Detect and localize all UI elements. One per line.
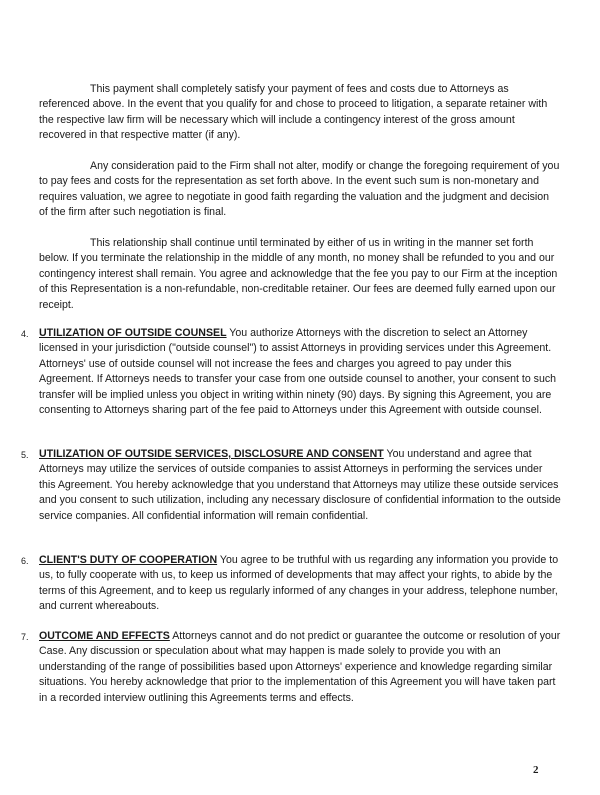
section-heading: UTILIZATION OF OUTSIDE COUNSEL <box>39 327 227 339</box>
section-number: 7. <box>21 632 29 642</box>
section-body <box>39 629 561 706</box>
section-heading: UTILIZATION OF OUTSIDE SERVICES, DISCLOSURE AND CONSENT <box>39 448 384 460</box>
section-text: Attorneys cannot and do not predict or guarantee the outcome or resolution of your Case. Any discussion or speculation about what may happen is made solely to provide you with an understanding of the range of possibilities based upon Attorneys' experience and knowledge regarding similar situations. You hereby acknowledge that prior to the implementation of this Agreement you will have taken part in a recorded interview outlining this Agreements terms and effects. <box>39 630 561 704</box>
section-number: 6. <box>21 556 29 566</box>
section-body <box>39 553 561 615</box>
paragraph-payment <box>39 82 560 144</box>
section-body <box>39 447 561 524</box>
section-duty-of-cooperation <box>21 553 561 615</box>
section-number: 5. <box>21 450 29 460</box>
section-text: You agree to be truthful with us regarding any information you provide to us, to fully cooperate with us, to keep us informed of developments that may affect your rights, to abide by the terms of this Agreement, and to keep us regularly informed of any changes in your address, telephone number, and current whereabouts. <box>39 554 559 613</box>
section-number: 4. <box>21 329 29 339</box>
section-text: You understand and agree that Attorneys may utilize the services of outside companies to assist Attorneys in performing the services under this Agreement. You hereby acknowledge that you understand that Attorneys may utilize these outside services and you consent to such utilization, including any necessary disclosure of confidential information to the outside service companies. All confidential information will remain confidential. <box>39 448 561 522</box>
paragraph-relationship <box>39 236 560 313</box>
page-number: 2 <box>533 764 539 776</box>
section-outside-services <box>21 447 561 524</box>
paragraph-text: This payment shall completely satisfy your payment of fees and costs due to Attorneys as referenced above. In the event that you qualify for and chose to proceed to litigation, a separate retainer with the respective law firm will be necessary which will include a contingency interest of the gross amount recovered in that respective matter (if any). <box>39 83 548 142</box>
section-text: You authorize Attorneys with the discretion to select an Attorney licensed in your jurisdiction ("outside counsel") to assist Attorneys in providing services under this Agreement. Attorneys' use of outside counsel will not increase the fees and charges you agreed to pay under this Agreement. If Attorneys needs to transfer your case from one outside counsel to another, your consent to such transfer will be implied unless you object in writing within ninety (90) days. By signing this Agreement, you are consenting to Attorneys sharing part of the fee paid to Attorneys under this Agreement with outside counsel. <box>39 327 557 417</box>
paragraph-consideration <box>39 159 560 221</box>
section-body <box>39 326 561 418</box>
section-heading: OUTCOME AND EFFECTS <box>39 630 170 642</box>
section-outcome-and-effects <box>21 629 561 706</box>
section-outside-counsel <box>21 326 561 418</box>
paragraph-text: Any consideration paid to the Firm shall not alter, modify or change the foregoing requirement of you to pay fees and costs for the representation as set forth above. In the event such sum is non-monetary and requires valuation, we agree to negotiate in good faith regarding the valuation and the judgment and decision of the firm after such negotiation is final. <box>39 160 560 219</box>
paragraph-text: This relationship shall continue until terminated by either of us in writing in the manner set forth below. If you terminate the relationship in the middle of any month, no money shall be refunded to you and our contingency interest shall remain. You agree and acknowledge that the fee you pay to our Firm at the inception of this Representation is a non-refundable, non-creditable retainer. Our fees are deemed fully earned upon our receipt. <box>39 237 558 311</box>
section-heading: CLIENT'S DUTY OF COOPERATION <box>39 554 218 566</box>
